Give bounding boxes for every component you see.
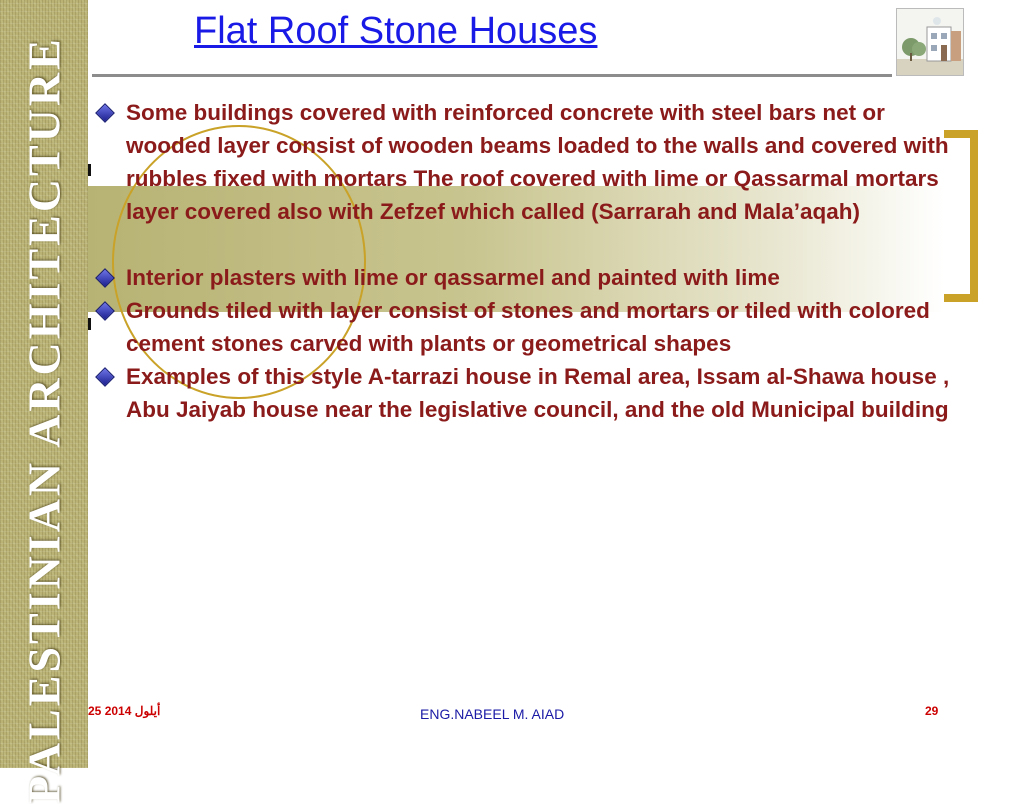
bullet-text: Interior plasters with lime or qassarmel and painted with lime	[126, 265, 780, 290]
bullet-list	[96, 96, 971, 426]
sidebar-label: PALESTINIAN ARCHITECTURE	[18, 36, 70, 804]
list-item	[96, 96, 971, 228]
diamond-bullet-icon	[95, 268, 115, 288]
page-number: 29	[925, 704, 939, 718]
decorative-tick	[88, 164, 91, 176]
list-item	[96, 261, 971, 294]
slide-title: Flat Roof Stone Houses	[194, 10, 598, 52]
bullet-text: Grounds tiled with layer consist of stones and mortars or tiled with colored cement stones carved with plants or geometrical shapes	[126, 298, 930, 356]
footer-date: 25 أيلول 2014	[88, 704, 161, 718]
list-item	[96, 294, 971, 360]
house-elevation-icon	[897, 9, 963, 75]
diamond-bullet-icon	[95, 367, 115, 387]
list-item	[96, 360, 971, 426]
sidebar-texture	[0, 0, 88, 804]
bullet-text: Examples of this style A-tarrazi house in Remal area, Issam al-Shawa house , Abu Jaiyab house near the legislative council, and the old Municipal building	[126, 364, 950, 422]
diamond-bullet-icon	[95, 301, 115, 321]
bullet-text: Some buildings covered with reinforced concrete with steel bars net or wooded layer consist of wooden beams loaded to the walls and covered with rubbles fixed with mortars The roof covered with lime or Qassarmal mortars layer covered also with Zefzef which called (Sarrarah and Mala’aqah)	[126, 100, 949, 224]
title-underline-rule	[92, 74, 892, 77]
decorative-tick	[88, 318, 91, 330]
footer-author: ENG.NABEEL M. AIAD	[420, 706, 565, 722]
house-thumbnail-image	[896, 8, 964, 76]
diamond-bullet-icon	[95, 103, 115, 123]
